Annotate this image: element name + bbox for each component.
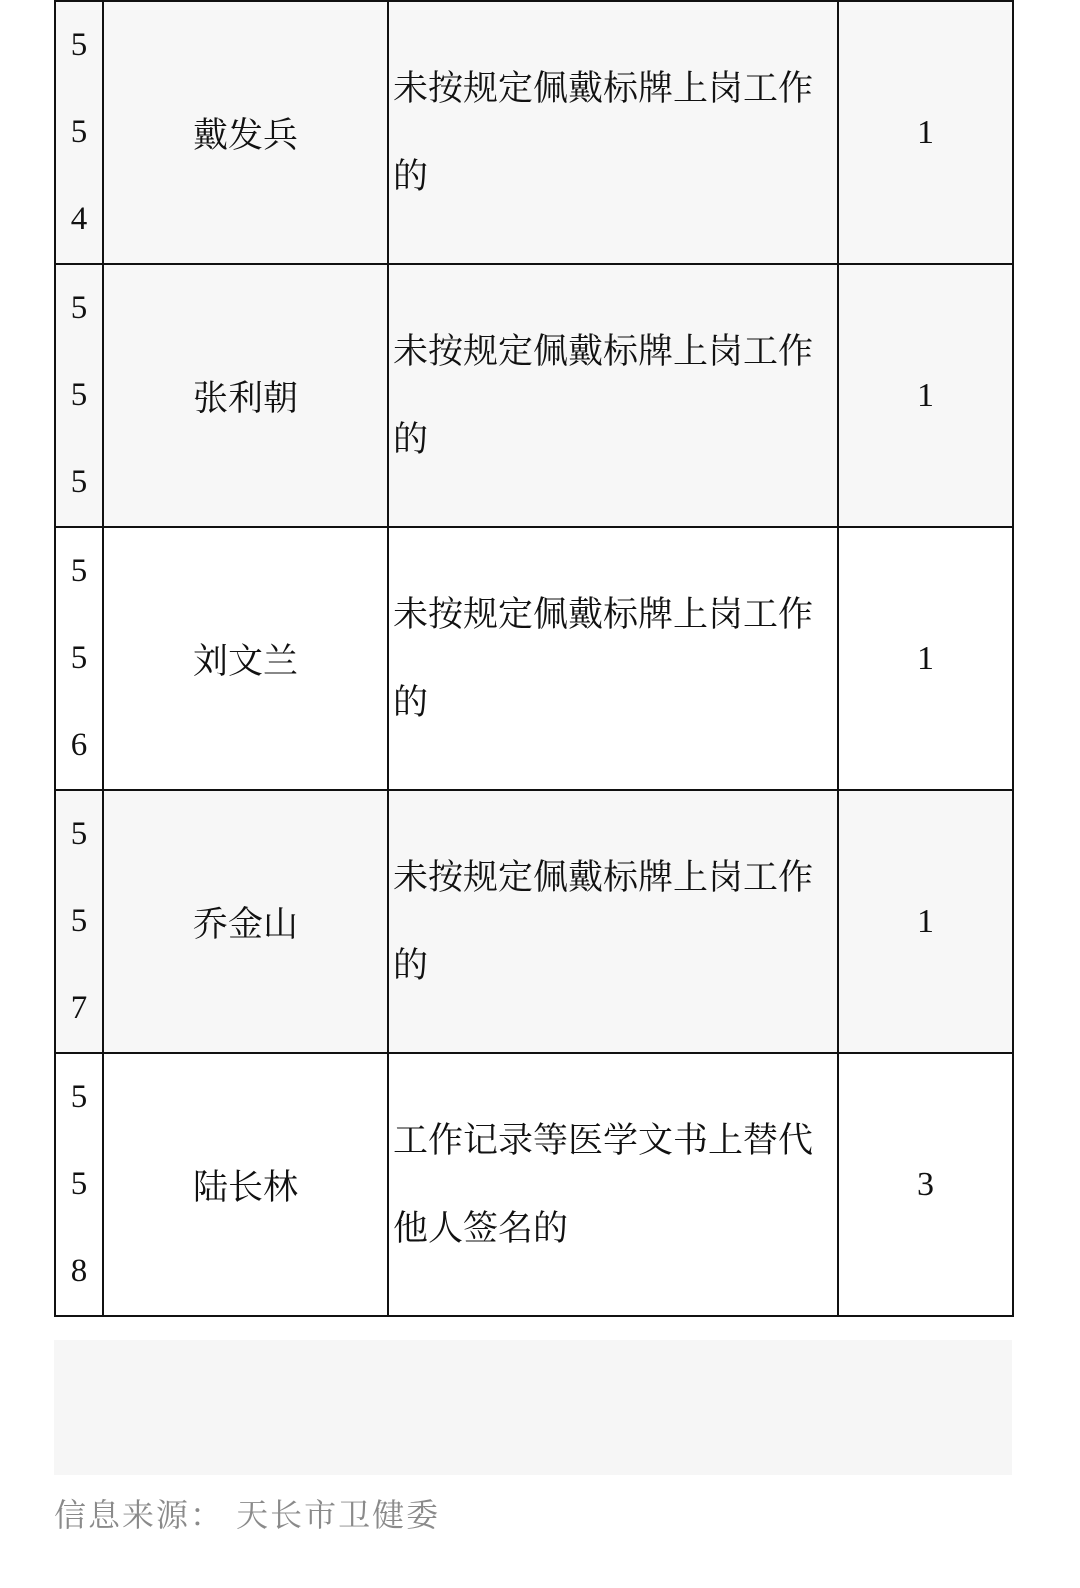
table-row: [55, 264, 1013, 527]
row-number-digit: 5: [70, 27, 88, 63]
table-row: [55, 527, 1013, 790]
violation-cell: 未按规定佩戴标牌上岗工作的: [388, 1, 838, 264]
row-number-digit: 5: [70, 816, 88, 852]
record-table: [54, 0, 1014, 1317]
count-cell: 3: [838, 1053, 1013, 1316]
row-number-digit: 5: [70, 903, 88, 939]
row-number-digit: 5: [70, 1166, 88, 1202]
row-number-cell: [55, 1, 103, 264]
name-cell: 陆长林: [103, 1053, 388, 1316]
row-number-cell: [55, 790, 103, 1053]
row-number-cell: [55, 264, 103, 527]
count-cell: 1: [838, 264, 1013, 527]
table-row: [55, 1053, 1013, 1316]
table-row: [55, 790, 1013, 1053]
violation-cell: 工作记录等医学文书上替代他人签名的: [388, 1053, 838, 1316]
table-row: [55, 1, 1013, 264]
row-number-digit: 7: [70, 990, 88, 1026]
row-number-digit: 8: [70, 1253, 88, 1289]
row-number-cell: [55, 527, 103, 790]
record-table-container: [54, 0, 1012, 1317]
row-number-digit: 5: [70, 377, 88, 413]
row-number-digit: 5: [70, 640, 88, 676]
row-number-cell: [55, 1053, 103, 1316]
row-number-digit: 5: [70, 290, 88, 326]
blank-panel: [54, 1340, 1012, 1475]
violation-cell: 未按规定佩戴标牌上岗工作的: [388, 527, 838, 790]
count-cell: 1: [838, 1, 1013, 264]
name-cell: 张利朝: [103, 264, 388, 527]
source-caption: 信息来源： 天长市卫健委: [54, 1496, 441, 1534]
name-cell: 刘文兰: [103, 527, 388, 790]
row-number-digit: 5: [70, 1079, 88, 1115]
row-number-digit: 5: [70, 114, 88, 150]
count-cell: 1: [838, 790, 1013, 1053]
violation-cell: 未按规定佩戴标牌上岗工作的: [388, 264, 838, 527]
violation-cell: 未按规定佩戴标牌上岗工作的: [388, 790, 838, 1053]
row-number-digit: 4: [70, 201, 88, 237]
name-cell: 乔金山: [103, 790, 388, 1053]
row-number-digit: 5: [70, 464, 88, 500]
row-number-digit: 5: [70, 553, 88, 589]
count-cell: 1: [838, 527, 1013, 790]
name-cell: 戴发兵: [103, 1, 388, 264]
row-number-digit: 6: [70, 727, 88, 763]
